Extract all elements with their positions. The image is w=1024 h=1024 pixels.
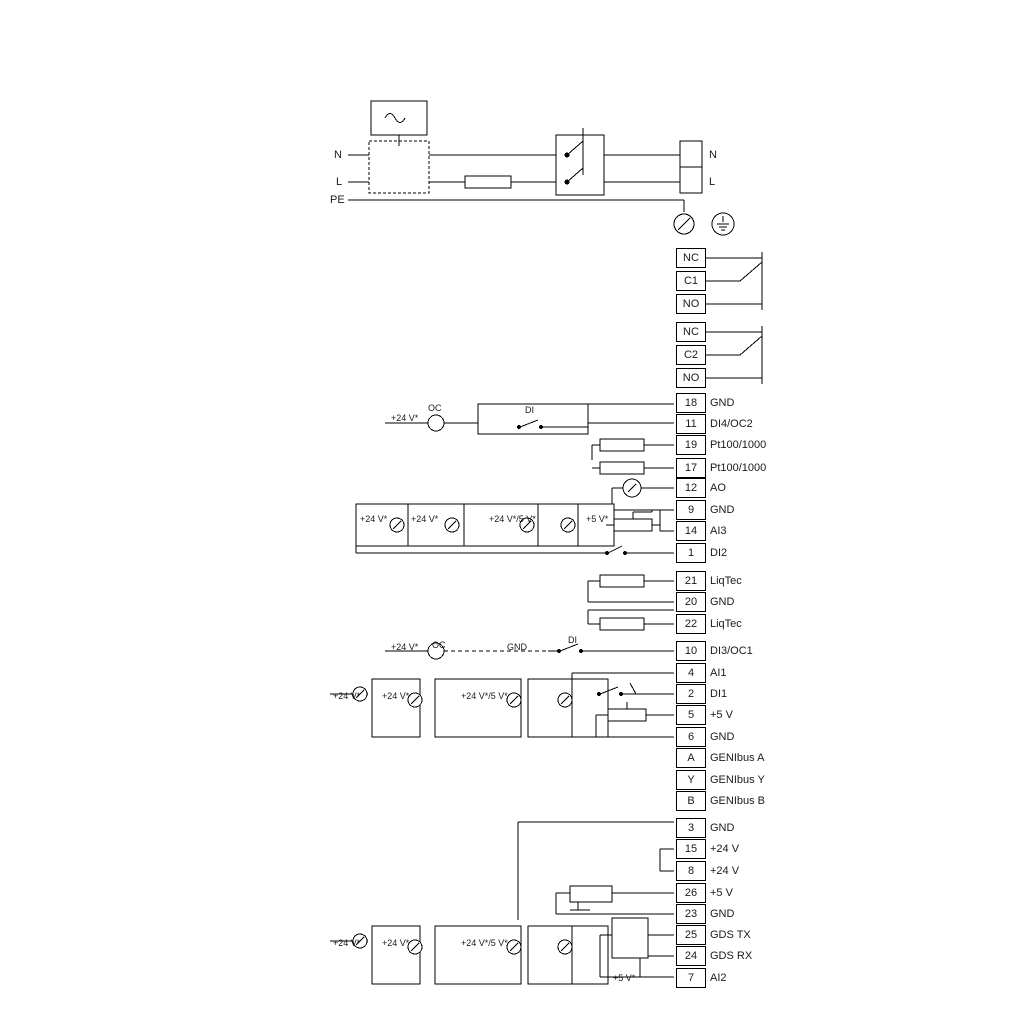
terminal-7[interactable]: 7 (676, 968, 706, 988)
terminal-18[interactable]: 18 (676, 393, 706, 413)
output-n-label: N (709, 149, 717, 161)
terminal-23[interactable]: 23 (676, 904, 706, 924)
terminal-14-label: AI3 (710, 525, 727, 537)
relay2-terminal-no[interactable]: NO (676, 368, 706, 388)
output-l-label: L (709, 176, 716, 188)
terminal-y[interactable]: Y (676, 770, 706, 790)
terminal-5-label: +5 V (710, 709, 733, 721)
terminal-21-label: LiqTec (710, 575, 742, 587)
terminal-12[interactable]: 12 (676, 478, 706, 498)
terminal-10-label: DI3/OC1 (710, 645, 753, 657)
terminal-18-label: GND (710, 397, 735, 409)
terminal-b-label: GENIbus B (710, 795, 766, 807)
terminal-15[interactable]: 15 (676, 839, 706, 859)
relay2-terminal-nc[interactable]: NC (676, 322, 706, 342)
annotation-24v5v-ai3: +24 V*/5 V* (489, 514, 536, 524)
terminal-14[interactable]: 14 (676, 521, 706, 541)
annotation-5v-gds: +5 V* (613, 973, 636, 983)
terminal-25[interactable]: 25 (676, 925, 706, 945)
terminal-8-label: +24 V (710, 865, 740, 877)
annotation-24v-ai2-1: +24 V* (333, 938, 361, 948)
terminal-21[interactable]: 21 (676, 571, 706, 591)
terminal-a[interactable]: A (676, 748, 706, 768)
terminal-9-label: GND (710, 504, 735, 516)
terminal-6-label: GND (710, 731, 735, 743)
annotation-24v-ai3-2: +24 V* (411, 514, 439, 524)
terminal-19-label: Pt100/1000 (710, 439, 767, 451)
terminal-1[interactable]: 1 (676, 543, 706, 563)
terminal-23-label: GND (710, 908, 735, 920)
annotation-oc-di4: OC (428, 403, 442, 413)
annotation-24v-di4: +24 V* (391, 413, 419, 423)
annotation-24v5v-ai1: +24 V*/5 V* (461, 691, 508, 701)
terminal-3-label: GND (710, 822, 735, 834)
terminal-20-label: GND (710, 596, 735, 608)
mains-pe-label: PE (330, 194, 345, 206)
terminal-26[interactable]: 26 (676, 883, 706, 903)
terminal-17[interactable]: 17 (676, 458, 706, 478)
mains-n-label: N (334, 149, 342, 161)
terminal-22-label: LiqTec (710, 618, 742, 630)
terminal-6[interactable]: 6 (676, 727, 706, 747)
terminal-2[interactable]: 2 (676, 684, 706, 704)
terminal-2-label: DI1 (710, 688, 728, 700)
terminal-8[interactable]: 8 (676, 861, 706, 881)
terminal-1-label: DI2 (710, 547, 728, 559)
terminal-24-label: GDS RX (710, 950, 753, 962)
terminal-11-label: DI4/OC2 (710, 418, 753, 430)
terminal-4[interactable]: 4 (676, 663, 706, 683)
annotation-oc-di3: OC (432, 640, 446, 650)
terminal-y-label: GENIbus Y (710, 774, 765, 786)
annotation-5v-ai3: +5 V* (586, 514, 609, 524)
terminal-5[interactable]: 5 (676, 705, 706, 725)
terminal-a-label: GENIbus A (710, 752, 765, 764)
relay2-terminal-c2[interactable]: C2 (676, 345, 706, 365)
terminal-7-label: AI2 (710, 972, 727, 984)
terminal-22[interactable]: 22 (676, 614, 706, 634)
annotation-24v5v-ai2: +24 V*/5 V* (461, 938, 508, 948)
terminal-15-label: +24 V (710, 843, 740, 855)
terminal-b[interactable]: B (676, 791, 706, 811)
annotation-24v-ai1-2: +24 V* (382, 691, 410, 701)
mains-l-label: L (336, 176, 343, 188)
annotation-24v-ai1-1: +24 V* (333, 691, 361, 701)
terminal-24[interactable]: 24 (676, 946, 706, 966)
terminal-17-label: Pt100/1000 (710, 462, 767, 474)
terminal-9[interactable]: 9 (676, 500, 706, 520)
terminal-19[interactable]: 19 (676, 435, 706, 455)
relay1-terminal-nc[interactable]: NC (676, 248, 706, 268)
terminal-25-label: GDS TX (710, 929, 751, 941)
terminal-4-label: AI1 (710, 667, 727, 679)
annotation-gnd-di3: GND (507, 642, 527, 652)
terminal-20[interactable]: 20 (676, 592, 706, 612)
terminal-26-label: +5 V (710, 887, 733, 899)
relay1-terminal-no[interactable]: NO (676, 294, 706, 314)
annotation-di-box1: DI (525, 405, 534, 415)
annotation-24v-ai3-1: +24 V* (360, 514, 388, 524)
terminal-10[interactable]: 10 (676, 641, 706, 661)
terminal-12-label: AO (710, 482, 726, 494)
terminal-3[interactable]: 3 (676, 818, 706, 838)
annotation-24v-di3: +24 V* (391, 642, 419, 652)
annotation-24v-ai2-2: +24 V* (382, 938, 410, 948)
relay1-terminal-c1[interactable]: C1 (676, 271, 706, 291)
terminal-11[interactable]: 11 (676, 414, 706, 434)
annotation-di-di3: DI (568, 635, 577, 645)
